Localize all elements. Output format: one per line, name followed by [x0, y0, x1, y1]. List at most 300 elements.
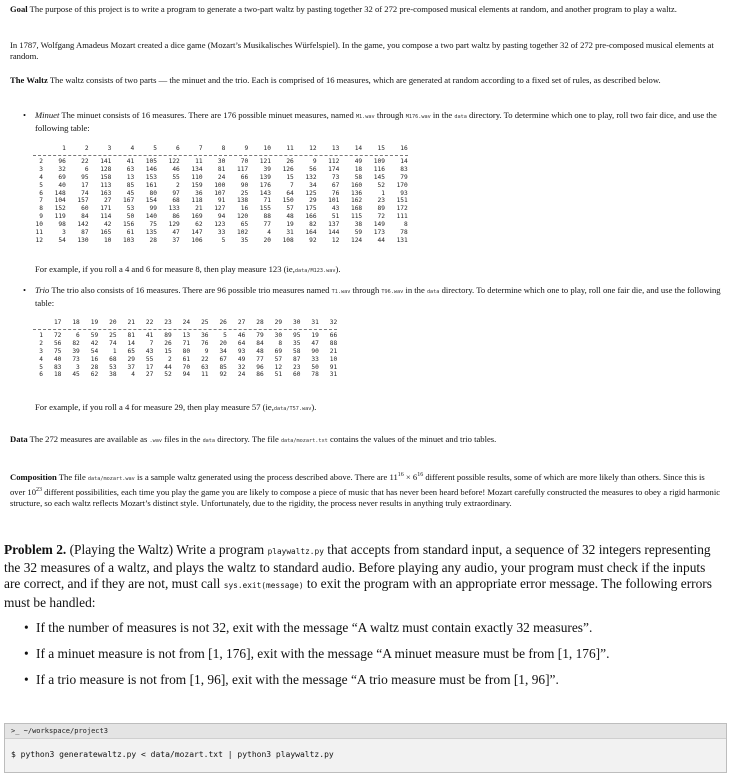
- table-cell: 89: [164, 331, 172, 339]
- table-cell: 86: [256, 371, 264, 379]
- table-cell: 75: [53, 347, 62, 355]
- table-cell: 48: [256, 347, 264, 355]
- table-cell: 87: [293, 355, 301, 363]
- table-cell: 92: [309, 236, 317, 244]
- table-cell: 64: [237, 339, 246, 347]
- table-cell: 84: [81, 213, 89, 221]
- goal-text: The purpose of this project is to write a program to generate a two-part waltz by pasting together 32 of 272 pre-composed musical elements at random, and another program to play a waltz.: [29, 4, 677, 14]
- table-cell: 67: [331, 181, 340, 189]
- table-cell: 43: [331, 205, 340, 213]
- table-cell: 79: [400, 173, 408, 181]
- table-cell: 29: [309, 197, 317, 205]
- table-cell: 70: [240, 157, 249, 165]
- table-cell: 49: [237, 355, 246, 363]
- data-code-c: data/mozart.txt: [280, 438, 328, 444]
- table-cell: 57: [274, 355, 283, 363]
- table-cell: 134: [191, 165, 203, 173]
- table-cell: 175: [305, 205, 317, 213]
- table-cell: 155: [259, 205, 271, 213]
- table-cell: 28: [90, 363, 99, 371]
- minuet-example-code: data/M123.wav: [294, 268, 336, 274]
- table-cell: 140: [145, 213, 157, 221]
- table-cell: 82: [309, 221, 317, 229]
- table-cell: 39: [263, 165, 271, 173]
- trio-example-text: For example, if you roll a 4 for measure 29, then play measure 57 (ie,: [35, 402, 274, 412]
- table-header-cell: 30: [293, 319, 301, 326]
- minuet-text-c: in the: [432, 110, 453, 120]
- table-cell: 23: [377, 197, 385, 205]
- table-cell: 168: [350, 205, 363, 213]
- table-row: [33, 158, 408, 166]
- table-cell: 34: [219, 347, 227, 355]
- composition-label: Composition: [10, 471, 57, 482]
- table-cell: 79: [256, 331, 264, 339]
- table-cell: 88: [263, 213, 271, 221]
- table-cell: 2: [168, 355, 172, 363]
- table-cell: 65: [127, 347, 135, 355]
- table-cell: 59: [90, 331, 99, 339]
- table-cell: 129: [168, 221, 180, 229]
- data-label: Data: [10, 434, 28, 444]
- table-cell: 67: [219, 355, 227, 363]
- table-cell: 8: [404, 221, 408, 229]
- table-cell: 43: [145, 347, 154, 355]
- table-cell: 51: [274, 371, 283, 379]
- table-cell: 52: [377, 181, 385, 189]
- table-cell: 144: [328, 229, 340, 237]
- table-header-cell: 16: [400, 145, 408, 152]
- table-row: [33, 348, 337, 356]
- trio-example-code: data/T57.wav: [273, 406, 312, 412]
- table-header-cell: 7: [198, 145, 203, 152]
- table-cell: 119: [54, 213, 66, 221]
- table-row-label: 2: [39, 339, 43, 347]
- composition-sup-c: 23: [36, 486, 43, 493]
- table-row-label: 3: [39, 165, 43, 173]
- table-cell: 2: [176, 181, 180, 189]
- table-cell: 76: [201, 339, 209, 347]
- table-header-cell: 10: [263, 145, 271, 152]
- trio-label: Trio: [35, 285, 50, 295]
- table-header-cell: 9: [244, 145, 249, 152]
- table-header-cell: 11: [286, 145, 294, 152]
- table-cell: 4: [267, 229, 271, 237]
- table-cell: 22: [81, 157, 89, 165]
- table-row: [33, 205, 408, 213]
- table-cell: 135: [145, 229, 157, 237]
- table-cell: 24: [217, 173, 226, 181]
- table-row: [33, 229, 408, 237]
- minuet-code-a: M1.wav: [355, 114, 375, 120]
- table-cell: 156: [123, 221, 135, 229]
- table-header-cell: 6: [176, 145, 180, 152]
- table-cell: 160: [350, 181, 363, 189]
- table-cell: 60: [293, 371, 301, 379]
- table-cell: 13: [126, 173, 135, 181]
- table-cell: 80: [149, 189, 157, 197]
- table-cell: 92: [219, 371, 227, 379]
- table-cell: 45: [72, 371, 80, 379]
- table-header-cell: 4: [130, 145, 135, 152]
- table-cell: 46: [172, 165, 180, 173]
- table-cell: 112: [328, 157, 340, 165]
- table-row: [33, 197, 408, 205]
- table-cell: 19: [286, 221, 294, 229]
- table-cell: 9: [204, 347, 209, 355]
- table-cell: 69: [274, 347, 283, 355]
- error-list: [36, 620, 724, 689]
- table-cell: 38: [354, 221, 363, 229]
- table-cell: 28: [149, 236, 157, 244]
- table-cell: 11: [195, 157, 203, 165]
- table-cell: 141: [100, 157, 112, 165]
- table-cell: 62: [195, 221, 203, 229]
- table-cell: 55: [172, 173, 180, 181]
- table-cell: 77: [263, 221, 271, 229]
- table-cell: 61: [182, 355, 191, 363]
- table-cell: 103: [123, 236, 135, 244]
- table-cell: 170: [396, 181, 408, 189]
- table-row: [33, 364, 337, 372]
- table-cell: 27: [145, 371, 154, 379]
- table-cell: 48: [286, 213, 294, 221]
- terminal-prompt-icon: >_: [11, 727, 20, 735]
- table-cell: 131: [396, 236, 408, 244]
- table-cell: 4: [131, 371, 135, 379]
- table-cell: 99: [149, 205, 157, 213]
- intro-paragraph: In 1787, Wolfgang Amadeus Mozart created a dice game (Mozart’s Musikalisches Würfelspiel). In the game, you compose a two part waltz by pasting together 32 of 272 pre-composed musical elements at random.: [10, 40, 714, 61]
- composition-text-b: is a sample waltz generated using the process described above. There are 11: [136, 471, 398, 482]
- table-cell: 157: [77, 197, 89, 205]
- table-cell: 77: [256, 355, 264, 363]
- composition-code-a: data/mozart.wav: [87, 475, 135, 482]
- error-item: • If a minuet measure is not from [1, 176], exit with the message “A minuet measure must be from [1, 176]”.: [36, 646, 724, 662]
- table-cell: 120: [236, 213, 249, 221]
- table-row: [33, 221, 408, 229]
- table-cell: 33: [217, 229, 226, 237]
- trio-text-c: in the: [405, 285, 425, 295]
- table-cell: 138: [236, 197, 249, 205]
- table-row-label: 4: [39, 173, 43, 181]
- table-cell: 5: [223, 331, 227, 339]
- table-cell: 136: [350, 189, 363, 197]
- table-cell: 126: [282, 165, 294, 173]
- table-cell: 87: [81, 229, 89, 237]
- table-cell: 71: [182, 339, 191, 347]
- table-cell: 41: [145, 331, 154, 339]
- table-cell: 147: [191, 229, 203, 237]
- table-cell: 21: [329, 347, 338, 355]
- minuet-label: Minuet: [35, 110, 60, 120]
- table-row-label: 6: [39, 371, 43, 379]
- table-row: [33, 371, 337, 379]
- table-cell: 143: [259, 189, 271, 197]
- table-cell: 25: [109, 331, 117, 339]
- table-cell: 14: [400, 157, 408, 165]
- table-cell: 145: [373, 173, 385, 181]
- table-header-cell: 19: [90, 319, 99, 326]
- table-cell: 45: [126, 189, 135, 197]
- table-cell: 42: [90, 339, 99, 347]
- table-cell: 68: [172, 197, 180, 205]
- table-cell: 50: [311, 363, 319, 371]
- table-header-cell: 14: [354, 145, 363, 152]
- table-header-cell: 27: [237, 319, 246, 326]
- table-cell: 21: [195, 205, 203, 213]
- table-cell: 110: [191, 173, 203, 181]
- table-row: [33, 166, 408, 174]
- table-header-cell: 21: [127, 319, 135, 326]
- table-header-cell: 23: [164, 319, 172, 326]
- table-cell: 80: [182, 347, 191, 355]
- table-cell: 109: [373, 157, 385, 165]
- table-row-label: 12: [35, 236, 43, 244]
- trio-example: [35, 402, 723, 415]
- table-cell: 94: [182, 371, 191, 379]
- data-text-b: files in the: [164, 434, 201, 444]
- problem-label: Problem 2.: [4, 542, 67, 557]
- table-row-label: 6: [39, 189, 43, 197]
- table-cell: 63: [201, 363, 209, 371]
- table-cell: 34: [309, 181, 317, 189]
- table-header-cell: 20: [109, 319, 117, 326]
- trio-example-end: ).: [311, 402, 317, 412]
- table-cell: 95: [81, 173, 89, 181]
- trio-text-a: The trio also consists of 16 measures. There are 96 possible trio measures named: [51, 285, 330, 295]
- waltz-text: The waltz consists of two parts — the minuet and the trio. Each is comprised of 16 measures, which are generated at random according to a fixed set of rules, as described below.: [49, 75, 661, 85]
- table-cell: 14: [127, 339, 135, 347]
- table-row-label: 8: [39, 205, 43, 213]
- problem-text-c: to exit the program with an appropriate error message. The following errors must be handled:: [4, 576, 712, 610]
- table-cell: 20: [219, 339, 227, 347]
- table-cell: 159: [191, 181, 203, 189]
- table-cell: 130: [77, 236, 89, 244]
- table-cell: 121: [259, 157, 271, 165]
- table-cell: 73: [72, 355, 80, 363]
- table-cell: 16: [240, 205, 249, 213]
- problem-title: (Playing the Waltz): [69, 542, 174, 557]
- table-cell: 49: [354, 157, 363, 165]
- table-cell: 26: [286, 157, 294, 165]
- data-code-a: .wav: [149, 438, 162, 444]
- table-cell: 13: [182, 331, 191, 339]
- table-cell: 116: [373, 165, 385, 173]
- table-cell: 90: [240, 181, 249, 189]
- table-cell: 149: [373, 221, 385, 229]
- composition-text-e: different possibilities, each time you play the game you are likely to compose a piece of music that has never been heard before! Mozart carefully constructed the measures to obey a rigid harmonic structure, so each waltz reflects Mozart’s distinct style. Unfortunately, due to the rigidity, the process never results in anything truly extraordinary.: [10, 486, 721, 508]
- table-cell: 151: [396, 197, 408, 205]
- table-cell: 132: [305, 173, 317, 181]
- table-cell: 83: [53, 363, 62, 371]
- terminal-path: ~/workspace/project3: [23, 727, 108, 735]
- table-cell: 41: [126, 157, 135, 165]
- table-header-cell: 18: [72, 319, 80, 326]
- waltz-label: The Waltz: [10, 75, 48, 85]
- table-row: [33, 340, 337, 348]
- table-header-cell: 3: [107, 145, 112, 152]
- problem-text-a: Write a program: [176, 542, 265, 557]
- trio-code-c: data: [426, 289, 440, 295]
- problem-code-a: playwaltz.py: [267, 547, 324, 556]
- table-cell: 78: [311, 371, 319, 379]
- composition-sup-a: 16: [397, 472, 404, 478]
- data-text-a: The 272 measures are available as: [29, 434, 148, 444]
- table-cell: 36: [201, 331, 209, 339]
- table-cell: 96: [256, 363, 264, 371]
- table-cell: 83: [400, 165, 408, 173]
- minuet-example: [35, 264, 723, 277]
- data-text-c: directory. The file: [217, 434, 279, 444]
- table-cell: 127: [214, 205, 226, 213]
- minuet-text-d: directory. To determine which one to play, roll two fair dice, and use the following table:: [35, 110, 717, 133]
- trio-code-a: T1.wav: [331, 289, 351, 295]
- table-cell: 173: [373, 229, 385, 237]
- table-cell: 31: [329, 371, 338, 379]
- table-cell: 15: [286, 173, 294, 181]
- table-cell: 17: [145, 363, 154, 371]
- table-cell: 47: [311, 339, 319, 347]
- terminal-header: [5, 724, 726, 739]
- table-cell: 98: [58, 221, 66, 229]
- table-row-label: 4: [39, 355, 43, 363]
- table-row: [33, 213, 408, 221]
- table-cell: 76: [331, 189, 340, 197]
- table-cell: 54: [90, 347, 99, 355]
- table-cell: 153: [145, 173, 157, 181]
- table-cell: 89: [377, 205, 385, 213]
- table-cell: 62: [90, 371, 99, 379]
- table-header-cell: 8: [221, 145, 226, 152]
- error-item: • If the number of measures is not 32, exit with the message “A waltz must contain exactly 32 measures”.: [36, 620, 724, 636]
- table-cell: 59: [354, 229, 363, 237]
- table-cell: 84: [256, 339, 264, 347]
- table-cell: 68: [109, 355, 117, 363]
- table-row-label: 10: [35, 221, 43, 229]
- table-cell: 118: [191, 197, 203, 205]
- table-cell: 106: [191, 236, 203, 244]
- table-cell: 33: [311, 355, 319, 363]
- table-cell: 30: [274, 331, 283, 339]
- error-item: • If a trio measure is not from [1, 96], exit with the message “A trio measure must be from [1, 96]”.: [36, 672, 724, 688]
- table-cell: 81: [127, 331, 135, 339]
- table-cell: 57: [286, 205, 294, 213]
- table-header-cell: 12: [309, 145, 317, 152]
- table-cell: 61: [126, 229, 135, 237]
- problem-paragraph: [4, 542, 724, 611]
- table-cell: 37: [172, 236, 180, 244]
- table-header-cell: 15: [377, 145, 385, 152]
- table-cell: 88: [329, 339, 338, 347]
- table-cell: 111: [396, 213, 408, 221]
- table-cell: 58: [293, 347, 301, 355]
- table-cell: 39: [72, 347, 80, 355]
- table-cell: 91: [217, 197, 226, 205]
- table-cell: 27: [103, 197, 112, 205]
- table-header-cell: 31: [311, 319, 319, 326]
- table-cell: 19: [311, 331, 319, 339]
- table-cell: 56: [53, 339, 62, 347]
- table-header-cell: 1: [62, 145, 66, 152]
- data-code-b: data: [202, 438, 216, 444]
- trio-paragraph: [35, 285, 723, 309]
- table-cell: 174: [328, 165, 340, 173]
- table-header-cell: 32: [329, 319, 338, 326]
- table-cell: 142: [77, 221, 89, 229]
- table-row-label: 9: [39, 213, 43, 221]
- table-cell: 37: [127, 363, 135, 371]
- table-cell: 47: [172, 229, 180, 237]
- table-cell: 40: [58, 181, 66, 189]
- table-cell: 172: [396, 205, 408, 213]
- table-cell: 30: [217, 157, 226, 165]
- table-header-cell: 17: [53, 319, 62, 326]
- table-cell: 7: [290, 181, 294, 189]
- table-cell: 73: [331, 173, 340, 181]
- table-cell: 26: [164, 339, 172, 347]
- trio-code-b: T96.wav: [381, 289, 404, 295]
- minuet-paragraph: [35, 110, 723, 134]
- table-row-label: 11: [35, 229, 43, 237]
- table-cell: 6: [84, 165, 89, 173]
- table-cell: 169: [191, 213, 203, 221]
- table-cell: 40: [53, 355, 62, 363]
- waltz-paragraph: [10, 75, 722, 86]
- table-cell: 154: [145, 197, 157, 205]
- table-row: [33, 356, 337, 364]
- table-cell: 32: [237, 363, 246, 371]
- table-cell: 32: [58, 165, 66, 173]
- table-cell: 74: [109, 339, 117, 347]
- table-header-cell: 13: [331, 145, 340, 152]
- table-cell: 122: [168, 157, 180, 165]
- table-cell: 15: [164, 347, 172, 355]
- table-cell: 166: [305, 213, 317, 221]
- goal-paragraph: [10, 4, 722, 15]
- table-cell: 1: [112, 347, 117, 355]
- terminal-command[interactable]: $ python3 generatewaltz.py < data/mozart.txt | python3 playwaltz.py: [11, 750, 334, 759]
- table-cell: 164: [305, 229, 317, 237]
- trio-table: [33, 319, 337, 379]
- table-cell: 123: [214, 221, 226, 229]
- table-cell: 72: [377, 213, 385, 221]
- table-cell: 18: [354, 165, 363, 173]
- table-cell: 8: [278, 339, 283, 347]
- table-header-cell: 29: [274, 319, 283, 326]
- table-cell: 162: [350, 197, 363, 205]
- table-cell: 29: [127, 355, 135, 363]
- table-cell: 10: [103, 236, 112, 244]
- table-cell: 22: [201, 355, 209, 363]
- minuet-text-a: The minuet consists of 16 measures. There are 176 possible minuet measures, named: [61, 110, 354, 120]
- table-corner: [33, 145, 43, 153]
- table-cell: 44: [377, 236, 385, 244]
- table-cell: 46: [237, 331, 246, 339]
- table-cell: 66: [329, 331, 338, 339]
- table-cell: 42: [103, 221, 112, 229]
- table-cell: 51: [331, 213, 340, 221]
- table-cell: 150: [282, 197, 294, 205]
- table-cell: 5: [221, 236, 226, 244]
- table-cell: 31: [286, 229, 294, 237]
- table-cell: 100: [214, 181, 226, 189]
- table-cell: 102: [236, 229, 249, 237]
- table-cell: 56: [309, 165, 317, 173]
- table-cell: 95: [293, 331, 301, 339]
- table-cell: 171: [100, 205, 112, 213]
- table-cell: 125: [305, 189, 317, 197]
- table-cell: 12: [331, 236, 340, 244]
- table-cell: 3: [62, 229, 66, 237]
